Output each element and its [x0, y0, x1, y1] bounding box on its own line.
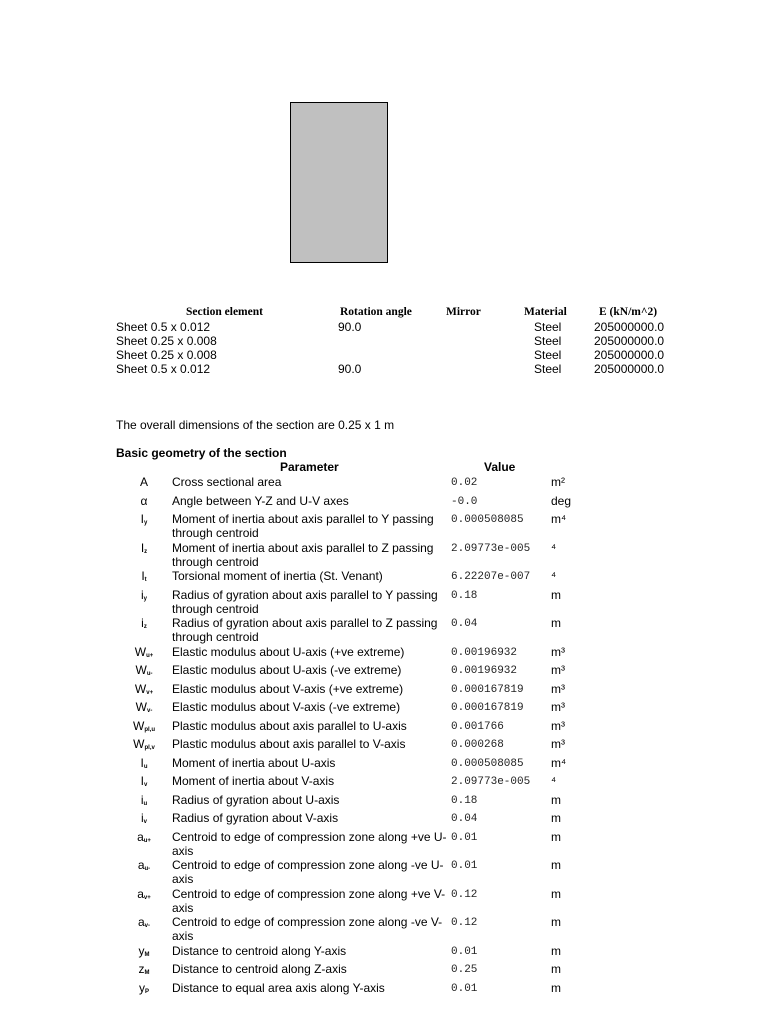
parameter-description: Elastic modulus about V-axis (-ve extreme)	[172, 700, 401, 714]
e-modulus: 205000000.0	[594, 334, 665, 348]
parameter-symbol	[116, 944, 172, 962]
symbol-main: y	[138, 980, 145, 995]
parameter-symbol	[116, 616, 172, 634]
header-material: Material	[524, 306, 567, 318]
symbol-subscript: z	[143, 624, 147, 630]
parameter-unit: m	[551, 915, 561, 929]
header-mirror: Mirror	[446, 306, 481, 318]
symbol-main: I	[141, 569, 145, 583]
table-row	[116, 320, 676, 334]
parameter-value: 0.25	[451, 964, 478, 976]
parameter-symbol	[116, 793, 172, 811]
symbol-subscript: t	[144, 577, 147, 583]
symbol-main: W	[135, 700, 147, 714]
table-row	[116, 475, 676, 494]
table-row	[116, 334, 676, 348]
parameter-description: Elastic modulus about V-axis (+ve extreme)	[172, 681, 404, 696]
parameter-symbol	[116, 981, 172, 999]
table-row	[116, 774, 676, 793]
symbol-main: I	[140, 540, 145, 555]
parameter-unit: m⁴	[551, 512, 567, 526]
symbol-subscript: u-	[144, 866, 151, 872]
parameter-unit: m³	[551, 700, 565, 714]
material: Steel	[534, 320, 562, 334]
parameter-symbol	[116, 541, 172, 559]
parameter-value: 0.02	[451, 477, 478, 489]
parameter-description: Centroid to edge of compression zone along +ve V-axis	[172, 886, 446, 915]
symbol-subscript: v-	[146, 708, 153, 714]
table-row	[116, 588, 676, 617]
parameter-unit: m³	[551, 681, 565, 696]
e-modulus: 205000000.0	[594, 348, 665, 362]
table-row	[116, 915, 676, 944]
parameter-description: Distance to centroid along Z-axis	[172, 962, 347, 976]
parameter-unit: ⁴	[551, 774, 557, 788]
table-row	[116, 663, 676, 682]
parameter-value: 0.04	[451, 813, 478, 825]
table-row	[116, 512, 676, 541]
element-name: Sheet 0.25 x 0.008	[116, 348, 217, 362]
header-value: Value	[484, 460, 516, 474]
table-row	[116, 682, 676, 701]
table-row	[116, 569, 676, 588]
parameter-unit: ⁴	[551, 569, 557, 583]
symbol-subscript: u+	[146, 652, 154, 659]
symbol-main: i	[140, 811, 144, 825]
parameter-value: 0.04	[451, 618, 478, 630]
parameter-symbol	[116, 512, 172, 530]
rotation-angle: 90.0	[338, 320, 362, 334]
table-row	[116, 645, 676, 664]
parameter-unit: m	[551, 829, 561, 844]
parameter-value: 0.000268	[451, 739, 504, 751]
parameter-unit: m³	[551, 718, 565, 733]
parameter-value: 0.000508085	[451, 757, 524, 770]
table-row	[116, 737, 676, 756]
symbol-subscript: z	[144, 548, 148, 555]
parameter-value: 0.000167819	[451, 683, 524, 696]
parameter-symbol	[116, 588, 172, 606]
symbol-main: a	[137, 886, 144, 901]
material: Steel	[534, 348, 562, 362]
symbol-subscript: M	[144, 970, 150, 976]
parameter-value: 0.001766	[451, 720, 504, 733]
parameter-unit: m	[551, 811, 561, 825]
table-row	[116, 700, 676, 719]
parameter-unit: m	[551, 858, 561, 872]
symbol-subscript: y	[144, 520, 148, 526]
symbol-subscript: P	[144, 988, 149, 995]
parameter-description: Cross sectional area	[172, 475, 282, 489]
symbol-main: W	[134, 681, 147, 696]
parameter-value: 6.22207e-007	[451, 571, 531, 583]
parameter-value: 0.01	[451, 982, 478, 995]
parameter-description: Distance to equal area axis along Y-axis	[172, 980, 385, 995]
table-row	[116, 362, 676, 376]
symbol-main: y	[138, 943, 145, 958]
parameter-value: 0.12	[451, 888, 478, 901]
parameter-symbol	[116, 887, 172, 905]
table-row	[116, 616, 676, 645]
parameter-description: Radius of gyration about V-axis	[172, 811, 339, 825]
parameter-unit: m	[551, 943, 561, 958]
symbol-subscript: v-	[144, 923, 151, 929]
header-parameter: Parameter	[280, 460, 339, 474]
parameter-description: Plastic modulus about axis parallel to V-axis	[172, 737, 406, 751]
parameter-description: Radius of gyration about axis parallel to Y passing through centroid	[172, 587, 438, 616]
material: Steel	[534, 334, 562, 348]
table-row	[116, 887, 676, 916]
parameter-value: 0.00196932	[451, 646, 518, 659]
parameter-value: 0.01	[451, 831, 478, 844]
parameter-unit: m⁴	[551, 755, 567, 770]
parameter-value: 0.12	[451, 917, 478, 929]
parameter-description: Radius of gyration about U-axis	[172, 792, 340, 807]
symbol-subscript: u	[143, 800, 148, 807]
parameter-value: 0.01	[451, 860, 478, 872]
parameter-unit: m³	[551, 644, 565, 659]
parameter-description: Plastic modulus about axis parallel to U-axis	[172, 718, 407, 733]
parameter-symbol	[116, 645, 172, 663]
table-row	[116, 756, 676, 775]
parameter-symbol	[116, 830, 172, 848]
symbol-main: A	[139, 475, 148, 489]
symbol-subscript: u-	[146, 671, 153, 677]
symbol-subscript: y	[143, 595, 147, 602]
parameter-symbol	[116, 494, 172, 512]
e-modulus: 205000000.0	[594, 362, 665, 376]
parameter-symbol	[116, 962, 172, 980]
parameter-description: Centroid to edge of compression zone along -ve V-axis	[172, 915, 443, 943]
parameter-description: Angle between Y-Z and U-V axes	[172, 493, 349, 508]
symbol-main: a	[137, 829, 144, 844]
table-row	[116, 981, 676, 1000]
header-e-modulus: E (kN/m^2)	[599, 306, 658, 318]
parameter-description: Centroid to edge of compression zone along -ve U-axis	[172, 858, 444, 886]
parameter-description: Moment of inertia about V-axis	[172, 774, 335, 788]
section-elements-header	[116, 306, 676, 320]
e-modulus: 205000000.0	[594, 320, 665, 334]
header-section-element: Section element	[186, 306, 263, 318]
parameter-symbol	[116, 475, 172, 493]
table-row	[116, 962, 676, 981]
symbol-main: a	[137, 858, 145, 872]
parameter-value: 0.000508085	[451, 514, 524, 526]
parameter-value: -0.0	[451, 495, 478, 508]
element-name: Sheet 0.5 x 0.012	[116, 362, 211, 376]
symbol-subscript: M	[144, 951, 150, 958]
parameter-value: 0.000167819	[451, 702, 524, 714]
parameter-symbol	[116, 774, 172, 792]
symbol-main: i	[141, 616, 144, 630]
rotation-angle: 90.0	[338, 362, 362, 376]
parameter-description: Centroid to edge of compression zone along +ve U-axis	[172, 829, 447, 858]
parameter-symbol	[116, 663, 172, 681]
symbol-main: I	[140, 755, 144, 770]
parameter-unit: m	[551, 980, 561, 995]
parameter-unit: deg	[551, 493, 572, 508]
symbol-main: α	[140, 493, 148, 508]
table-row	[116, 830, 676, 859]
symbol-subscript: v+	[146, 689, 154, 696]
parameter-description: Moment of inertia about U-axis	[172, 755, 336, 770]
basic-geometry-title: Basic geometry of the section	[116, 446, 287, 460]
parameter-symbol	[116, 858, 172, 876]
parameter-unit: m	[551, 587, 561, 602]
parameter-value: 0.01	[451, 945, 478, 958]
table-row	[116, 494, 676, 513]
table-row	[116, 811, 676, 830]
parameter-unit: m	[551, 886, 561, 901]
table-row	[116, 858, 676, 887]
parameter-symbol	[116, 682, 172, 700]
parameter-value: 2.09773e-005	[451, 542, 531, 555]
symbol-main: W	[133, 737, 145, 751]
symbol-main: W	[134, 644, 147, 659]
section-drawing	[290, 102, 388, 263]
overall-dimensions-text: The overall dimensions of the section are 0.25 x 1 m	[116, 418, 395, 432]
parameter-unit: m³	[551, 663, 565, 677]
parameter-value: 2.09773e-005	[451, 776, 531, 788]
table-row	[116, 541, 676, 570]
parameter-symbol	[116, 811, 172, 829]
symbol-main: I	[140, 774, 144, 788]
table-row	[116, 793, 676, 812]
symbol-subscript: pl,v	[144, 745, 155, 751]
symbol-main: W	[135, 663, 147, 677]
table-row	[116, 719, 676, 738]
symbol-subscript: pl,u	[144, 726, 155, 733]
parameter-unit: m³	[551, 737, 565, 751]
parameter-value: 0.18	[451, 589, 478, 602]
symbol-subscript: v+	[143, 894, 151, 901]
parameter-unit: m	[551, 792, 561, 807]
parameter-symbol	[116, 737, 172, 755]
symbol-subscript: v	[143, 819, 147, 825]
parameter-description: Radius of gyration about axis parallel to Z passing through centroid	[172, 616, 438, 644]
symbol-main: i	[140, 587, 144, 602]
section-elements-table	[116, 306, 676, 376]
basic-geometry-header	[116, 460, 676, 475]
table-row	[116, 348, 676, 362]
parameter-unit: m	[551, 962, 561, 976]
parameter-symbol	[116, 700, 172, 718]
parameter-description: Torsional moment of inertia (St. Venant)	[172, 569, 383, 583]
parameter-unit: ⁴	[551, 540, 557, 555]
symbol-subscript: u	[143, 763, 148, 770]
element-name: Sheet 0.5 x 0.012	[116, 320, 211, 334]
parameter-symbol	[116, 756, 172, 774]
parameter-description: Distance to centroid along Y-axis	[172, 943, 347, 958]
material: Steel	[534, 362, 562, 376]
parameter-unit: m²	[551, 475, 565, 489]
parameter-unit: m	[551, 616, 561, 630]
symbol-main: I	[140, 512, 144, 526]
symbol-subscript: u+	[143, 837, 151, 844]
symbol-subscript: v	[144, 782, 148, 788]
element-name: Sheet 0.25 x 0.008	[116, 334, 217, 348]
parameter-description: Moment of inertia about axis parallel to Y passing through centroid	[172, 512, 434, 540]
symbol-main: i	[140, 792, 144, 807]
parameter-value: 0.18	[451, 794, 478, 807]
basic-geometry-table	[116, 460, 676, 999]
symbol-main: z	[138, 962, 145, 976]
parameter-symbol	[116, 569, 172, 587]
header-rotation-angle: Rotation angle	[340, 306, 412, 318]
parameter-symbol	[116, 719, 172, 737]
table-row	[116, 944, 676, 963]
parameter-value: 0.00196932	[451, 665, 518, 677]
parameter-symbol	[116, 915, 172, 933]
parameter-description: Moment of inertia about axis parallel to Z passing through centroid	[172, 540, 434, 569]
parameter-description: Elastic modulus about U-axis (-ve extreme)	[172, 663, 402, 677]
symbol-main: W	[133, 718, 145, 733]
parameter-description: Elastic modulus about U-axis (+ve extreme)	[172, 644, 405, 659]
symbol-main: a	[137, 915, 145, 929]
